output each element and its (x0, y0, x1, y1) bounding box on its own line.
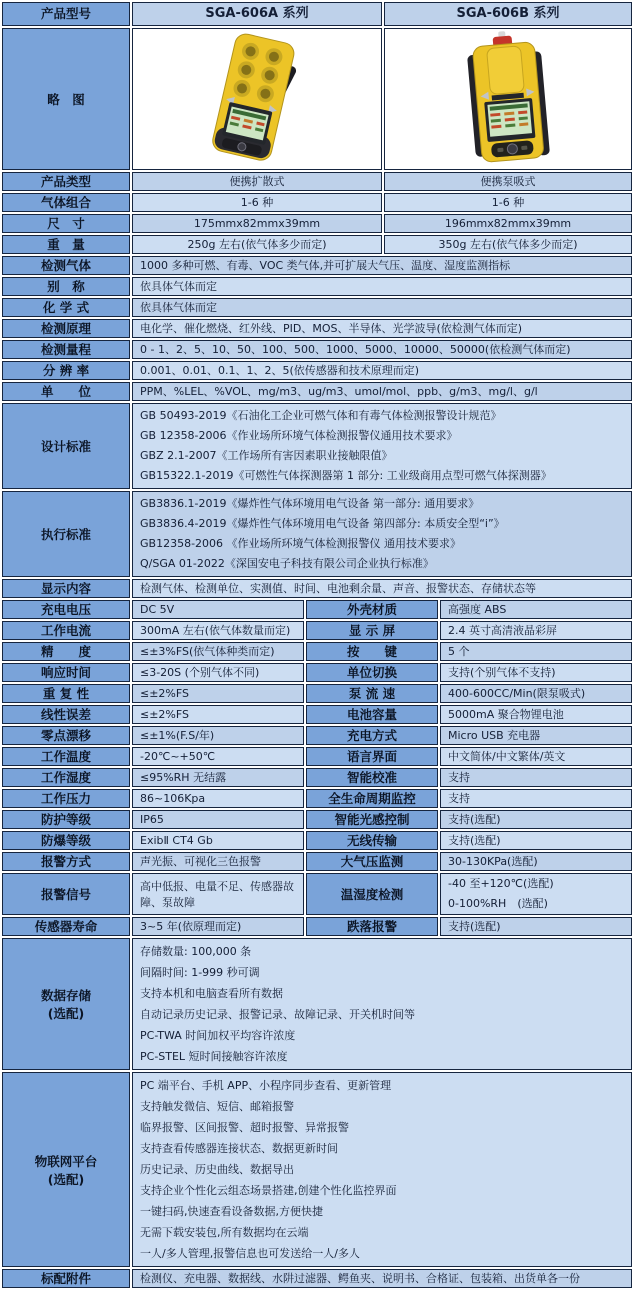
iot-platform-line: 无需下载安装包,所有数据均在云端 (140, 1226, 309, 1239)
row-resolution (2, 361, 632, 380)
working-pressure-label: 工作压力 (2, 789, 130, 808)
design-standard-line: GB 50493-2019《石油化工企业可燃气体和有毒气体检测报警设计规范》 (140, 409, 502, 422)
row-design-standards (2, 403, 632, 489)
data-storage-line: 支持本机和电脑查看所有数据 (140, 987, 283, 1000)
iot-platform-line: 支持触发微信、短信、邮箱报警 (140, 1100, 294, 1113)
execution-standard-line: GB3836.1-2019《爆炸性气体环境用电气设备 第一部分: 通用要求》 (140, 497, 480, 510)
sketch-row (2, 28, 632, 170)
row-charge-voltage (2, 600, 632, 619)
row-product-type (2, 172, 632, 191)
row-accuracy (2, 642, 632, 661)
working-temperature-label: 工作温度 (2, 747, 130, 766)
detection-principle-label: 检测原理 (2, 319, 130, 338)
unit-switch-label: 单位切换 (306, 663, 438, 682)
charging-method-label: 充电方式 (306, 726, 438, 745)
linearity-error-label: 线性误差 (2, 705, 130, 724)
barometric-monitoring-value: 30-130KPa(选配) (440, 852, 632, 871)
row-response-time (2, 663, 632, 682)
row-sensor-life (2, 917, 632, 936)
pump-flow-value: 400-600CC/Min(限泵吸式) (440, 684, 632, 703)
iot-platform-line: 一人/多人管理,报警信息也可发送给一人/多人 (140, 1247, 360, 1260)
row-units (2, 382, 632, 401)
design-standards-label: 设计标准 (2, 403, 130, 489)
lifecycle-monitoring-label: 全生命周期监控 (306, 789, 438, 808)
product-type-label: 产品类型 (2, 172, 130, 191)
data-storage-line: PC-TWA 时间加权平均容许浓度 (140, 1029, 296, 1042)
dimensions-b: 196mmx82mmx39mm (384, 214, 632, 233)
row-detected-gases (2, 256, 632, 275)
row-gas-combination (2, 193, 632, 212)
row-working-humidity (2, 768, 632, 787)
working-current-value: 300mA 左右(依气体数量而定) (132, 621, 304, 640)
row-alarm-signal (2, 873, 632, 915)
response-time-label: 响应时间 (2, 663, 130, 682)
product-type-b: 便携泵吸式 (384, 172, 632, 191)
zero-drift-label: 零点漂移 (2, 726, 130, 745)
protection-rating-value: IP65 (132, 810, 304, 829)
iot-platform-line: PC 端平台、手机 APP、小程序同步查看、更新管理 (140, 1079, 392, 1092)
pump-flow-label: 泵 流 速 (306, 684, 438, 703)
device-a-image (133, 30, 381, 168)
working-pressure-value: 86~106Kpa (132, 789, 304, 808)
row-protection-rating (2, 810, 632, 829)
design-standards-value (132, 403, 632, 489)
shell-material-value: 高强度 ABS (440, 600, 632, 619)
protection-rating-label: 防护等级 (2, 810, 130, 829)
accuracy-value: ≤±3%FS(依气体种类而定) (132, 642, 304, 661)
smart-calibration-label: 智能校准 (306, 768, 438, 787)
charge-voltage-label: 充电电压 (2, 600, 130, 619)
row-explosion-proof-rating (2, 831, 632, 850)
working-temperature-value: -20℃~+50℃ (132, 747, 304, 766)
data-storage-line: 自动记录历史记录、报警记录、故障记录、开关机时间等 (140, 1008, 415, 1021)
row-linearity-error (2, 705, 632, 724)
execution-standard-line: Q/SGA 01-2022《深国安电子科技有限公司企业执行标准》 (140, 557, 434, 570)
header-row (2, 2, 632, 26)
alarm-signal-value: 高中低报、电量不足、传感器故障、泵故障 (132, 873, 304, 915)
working-humidity-value: ≤95%RH 无结露 (132, 768, 304, 787)
working-current-label: 工作电流 (2, 621, 130, 640)
iot-platform-value (132, 1072, 632, 1267)
zero-drift-value: ≤±1%(F.S/年) (132, 726, 304, 745)
resolution-label: 分 辨 率 (2, 361, 130, 380)
row-repeatability (2, 684, 632, 703)
wireless-transmission-value: 支持(选配) (440, 831, 632, 850)
row-zero-drift (2, 726, 632, 745)
temp-humidity-detect-value (440, 873, 632, 915)
data-storage-line: 间隔时间: 1-999 秒可调 (140, 966, 260, 979)
data-storage-line: 存储数量: 100,000 条 (140, 945, 252, 958)
sketch-label: 略 图 (2, 28, 130, 170)
display-content-value: 检测气体、检测单位、实测值、时间、电池剩余量、声音、报警状态、存储状态等 (132, 579, 632, 598)
design-standard-line: GBZ 2.1-2007《工作场所有害因素职业接触限值》 (140, 449, 393, 462)
language-ui-value: 中文简体/中文繁体/英文 (440, 747, 632, 766)
detection-range-value: 0 - 1、2、5、10、50、100、500、1000、5000、10000、50000(依检测气体而定) (132, 340, 632, 359)
sensor-life-value: 3~5 年(依原理而定) (132, 917, 304, 936)
row-working-pressure (2, 789, 632, 808)
detected-gases-label: 检测气体 (2, 256, 130, 275)
product-type-a: 便携扩散式 (132, 172, 382, 191)
chemical-formula-label: 化 学 式 (2, 298, 130, 317)
barometric-monitoring-label: 大气压监测 (306, 852, 438, 871)
chemical-formula-value: 依具体气体而定 (132, 298, 632, 317)
repeatability-value: ≤±2%FS (132, 684, 304, 703)
row-display-content (2, 579, 632, 598)
alarm-mode-value: 声光振、可视化三色报警 (132, 852, 304, 871)
weight-label: 重 量 (2, 235, 130, 254)
dimensions-a: 175mmx82mmx39mm (132, 214, 382, 233)
repeatability-label: 重 复 性 (2, 684, 130, 703)
iot-platform-line: 支持企业个性化云组态场景搭建,创建个性化监控界面 (140, 1184, 397, 1197)
row-detection-range (2, 340, 632, 359)
display-screen-label: 显 示 屏 (306, 621, 438, 640)
device-b-image-cell (384, 28, 632, 170)
charge-voltage-value: DC 5V (132, 600, 304, 619)
execution-standards-label: 执行标准 (2, 491, 130, 577)
light-sensor-control-label: 智能光感控制 (306, 810, 438, 829)
row-detection-principle (2, 319, 632, 338)
temp-humidity-line: 0-100%RH (选配) (448, 897, 548, 910)
drop-alarm-value: 支持(选配) (440, 917, 632, 936)
product-model-label: 产品型号 (2, 2, 130, 26)
alias-label: 别 称 (2, 277, 130, 296)
iot-platform-line: 支持查看传感器连接状态、数据更新时间 (140, 1142, 338, 1155)
row-working-temperature (2, 747, 632, 766)
alarm-mode-label: 报警方式 (2, 852, 130, 871)
series-a-header: SGA-606A 系列 (132, 2, 382, 26)
light-sensor-control-value: 支持(选配) (440, 810, 632, 829)
units-label: 单 位 (2, 382, 130, 401)
gas-combination-label: 气体组合 (2, 193, 130, 212)
resolution-value: 0.001、0.01、0.1、1、2、5(依传感器和技术原理而定) (132, 361, 632, 380)
row-alias (2, 277, 632, 296)
working-humidity-label: 工作湿度 (2, 768, 130, 787)
units-value: PPM、%LEL、%VOL、mg/m3、ug/m3、umol/mol、ppb、g/m3、mg/l、g/l (132, 382, 632, 401)
response-time-value: ≤3-20S (个别气体不同) (132, 663, 304, 682)
unit-switch-value: 支持(个别气体不支持) (440, 663, 632, 682)
design-standard-line: GB 12358-2006《作业场所环境气体检测报警仪通用技术要求》 (140, 429, 458, 442)
temp-humidity-line: -40 至+120℃(选配) (448, 877, 554, 890)
iot-platform-label-line1: 物联网平台 (34, 1153, 98, 1169)
alarm-signal-label: 报警信号 (2, 873, 130, 915)
row-data-storage (2, 938, 632, 1070)
row-execution-standards (2, 491, 632, 577)
data-storage-label (2, 938, 130, 1070)
row-dimensions (2, 214, 632, 233)
display-content-label: 显示内容 (2, 579, 130, 598)
display-screen-value: 2.4 英寸高清液晶彩屏 (440, 621, 632, 640)
iot-platform-label (2, 1072, 130, 1267)
execution-standards-value (132, 491, 632, 577)
iot-platform-line: 历史记录、历史曲线、数据导出 (140, 1163, 294, 1176)
execution-standard-line: GB3836.4-2019《爆炸性气体环境用电气设备 第四部分: 本质安全型“i”》 (140, 517, 505, 530)
drop-alarm-label: 跌落报警 (306, 917, 438, 936)
temp-humidity-detect-label: 温湿度检测 (306, 873, 438, 915)
sensor-life-label: 传感器寿命 (2, 917, 130, 936)
row-weight (2, 235, 632, 254)
accuracy-label: 精 度 (2, 642, 130, 661)
wireless-transmission-label: 无线传输 (306, 831, 438, 850)
lifecycle-monitoring-value: 支持 (440, 789, 632, 808)
linearity-error-value: ≤±2%FS (132, 705, 304, 724)
iot-platform-line: 一键扫码,快速查看设备数据,方便快捷 (140, 1205, 323, 1218)
device-a-image-cell (132, 28, 382, 170)
charging-method-value: Micro USB 充电器 (440, 726, 632, 745)
battery-capacity-value: 5000mA 聚合物锂电池 (440, 705, 632, 724)
weight-a: 250g 左右(依气体多少而定) (132, 235, 382, 254)
row-chemical-formula (2, 298, 632, 317)
buttons-label: 按 键 (306, 642, 438, 661)
detection-range-label: 检测量程 (2, 340, 130, 359)
language-ui-label: 语言界面 (306, 747, 438, 766)
data-storage-line: PC-STEL 短时间接触容许浓度 (140, 1050, 288, 1063)
device-b-image (385, 30, 632, 168)
iot-platform-label-line2: (选配) (47, 1171, 85, 1187)
row-working-current (2, 621, 632, 640)
data-storage-label-line1: 数据存储 (40, 988, 91, 1003)
iot-platform-line: 临界报警、区间报警、超时报警、异常报警 (140, 1121, 349, 1134)
accessories-value: 检测仪、充电器、数据线、水阱过滤器、鳄鱼夹、说明书、合格证、包装箱、出货单各一份 (132, 1269, 632, 1288)
explosion-proof-rating-value: ExibⅡ CT4 Gb (132, 831, 304, 850)
gas-combination-b: 1-6 种 (384, 193, 632, 212)
weight-b: 350g 左右(依气体多少而定) (384, 235, 632, 254)
data-storage-value (132, 938, 632, 1070)
shell-material-label: 外壳材质 (306, 600, 438, 619)
row-iot-platform (2, 1072, 632, 1267)
series-b-header: SGA-606B 系列 (384, 2, 632, 26)
dimensions-label: 尺 寸 (2, 214, 130, 233)
execution-standard-line: GB12358-2006 《作业场所环境气体检测报警仪 通用技术要求》 (140, 537, 462, 550)
smart-calibration-value: 支持 (440, 768, 632, 787)
buttons-value: 5 个 (440, 642, 632, 661)
gas-combination-a: 1-6 种 (132, 193, 382, 212)
accessories-label: 标配附件 (2, 1269, 130, 1288)
detection-principle-value: 电化学、催化燃烧、红外线、PID、MOS、半导体、光学波导(依检测气体而定) (132, 319, 632, 338)
row-alarm-mode (2, 852, 632, 871)
battery-capacity-label: 电池容量 (306, 705, 438, 724)
design-standard-line: GB15322.1-2019《可燃性气体探测器第 1 部分: 工业级商用点型可燃气体探测器》 (140, 469, 552, 482)
data-storage-label-line2: (选配) (47, 1006, 85, 1021)
alias-value: 依具体气体而定 (132, 277, 632, 296)
detected-gases-value: 1000 多种可燃、有毒、VOC 类气体,并可扩展大气压、温度、湿度监测指标 (132, 256, 632, 275)
explosion-proof-rating-label: 防爆等级 (2, 831, 130, 850)
